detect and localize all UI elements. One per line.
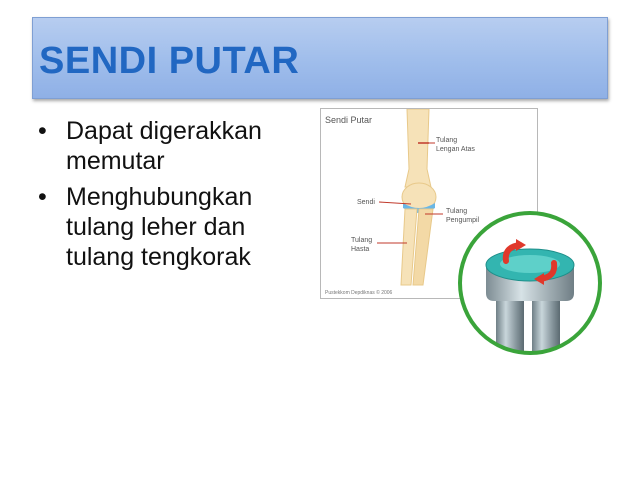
bullet-item (34, 116, 294, 176)
label-radius-2: Pengumpil (446, 217, 480, 224)
bullet-dot: • (38, 117, 47, 145)
bullet-list (34, 116, 294, 278)
slide-title: SENDI PUTAR (39, 40, 300, 82)
label-upper-arm-1: Tulang (436, 137, 458, 144)
bullet-text: Dapat digerakkan memutar (66, 117, 262, 175)
illustration-credit: Pustekkom Depdiknas © 2006 (325, 290, 393, 296)
bullet-text: Menghubungkan tulang leher dan tulang tengkorak (66, 183, 253, 271)
label-joint: Sendi (357, 199, 375, 206)
pivot-joint-model (456, 209, 604, 357)
illustration-title: Sendi Putar (325, 115, 373, 125)
upper-arm-bone (405, 109, 431, 187)
bullet-item (34, 182, 294, 272)
label-ulna-2: Hasta (351, 246, 370, 253)
label-radius-1: Tulang (446, 208, 468, 215)
label-ulna-1: Tulang (351, 237, 373, 244)
label-upper-arm-2: Lengan Atas (436, 146, 475, 153)
pivot-joint-graphic (456, 209, 604, 357)
title-bar (32, 17, 608, 99)
bullet-dot: • (38, 183, 47, 211)
